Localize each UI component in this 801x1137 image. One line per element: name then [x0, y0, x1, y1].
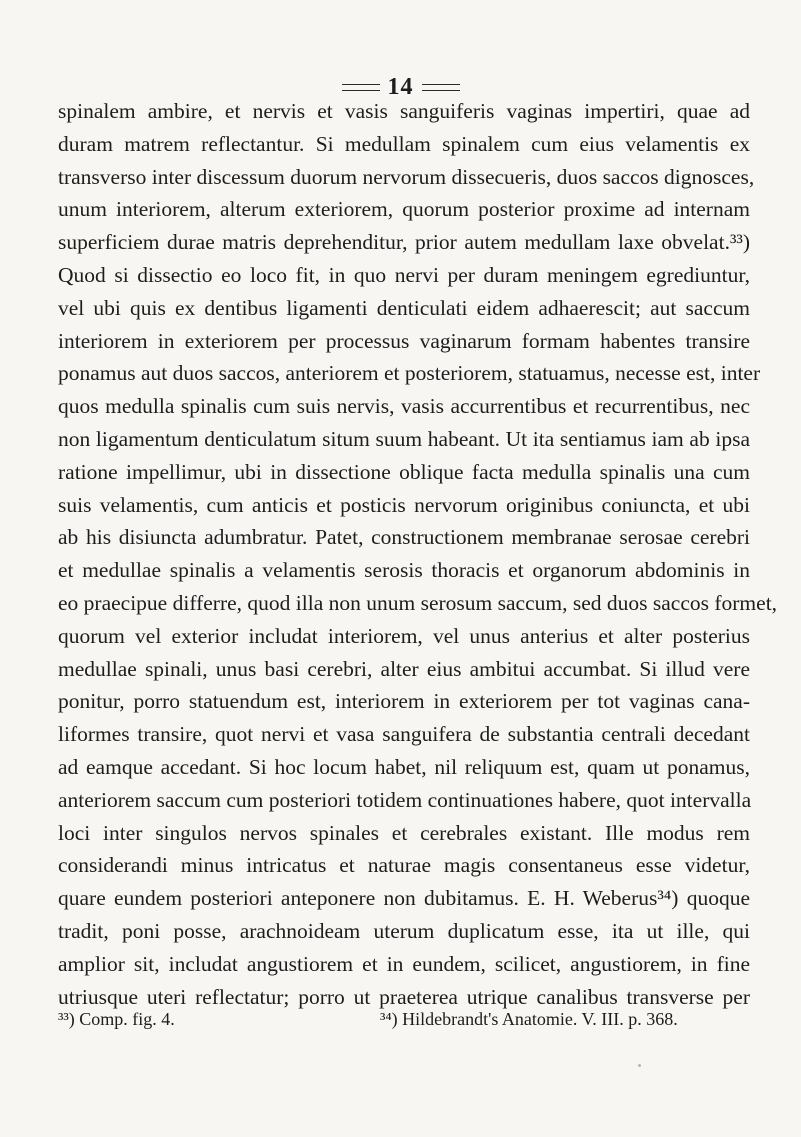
- text-line: liformes transire, quot nervi et vasa sanguifera de substantia centrali decedant: [58, 722, 750, 747]
- text-line: quos medulla spinalis cum suis nervis, vasis accurrentibus et recurrentibus, nec: [58, 394, 750, 419]
- text-line: transverso inter discessum duorum nervorum dissecueris, duos saccos dignosces,: [58, 164, 755, 189]
- text-line: ponamus aut duos saccos, anteriorem et posteriorem, statuamus, necesse est, inter: [58, 361, 761, 386]
- text-line: vel ubi quis ex dentibus ligamenti denticulati eidem adhaerescit; aut saccum: [58, 295, 750, 320]
- text-line: quare eundem posteriori anteponere non dubitamus. E. H. Weberus³⁴) quoque: [58, 886, 750, 911]
- footnote-33: ³³) Comp. fig. 4.: [58, 1009, 175, 1029]
- text-line: considerandi minus intricatus et naturae magis consentaneus esse videtur,: [58, 853, 750, 878]
- text-line: medullae spinali, unus basi cerebri, alter eius ambitui accumbat. Si illud vere: [58, 656, 750, 681]
- text-line: interiorem in exteriorem per processus vaginarum formam habentes transire: [58, 328, 750, 353]
- text-line: suis velamentis, cum anticis et posticis nervorum originibus coniuncta, et ubi: [58, 492, 750, 517]
- text-line: amplior sit, includat angustiorem et in eundem, scilicet, angustiorem, in fine: [58, 951, 750, 976]
- text-line: spinalem ambire, et nervis et vasis sanguiferis vaginas impertiri, quae ad: [58, 99, 750, 123]
- paper-speck: [638, 1064, 641, 1067]
- text-line: ad eamque accedant. Si hoc locum habet, nil reliquum est, quam ut ponamus,: [58, 754, 750, 779]
- header-rule-right: [422, 84, 460, 91]
- text-line: ponitur, porro statuendum est, interiorem in exteriorem per tot vaginas cana-: [58, 689, 750, 714]
- text-line: duram matrem reflectantur. Si medullam spinalem cum eius velamentis ex: [58, 131, 750, 156]
- text-line: utriusque uteri reflectatur; porro ut praeterea utrique canalibus transverse per: [58, 984, 750, 1009]
- header-rule-left: [342, 84, 380, 91]
- text-line: unum interiorem, alterum exteriorem, quorum posterior proxime ad internam: [58, 197, 750, 222]
- text-line: eo praecipue differre, quod illa non unum serosum saccum, sed duos saccos formet,: [58, 590, 778, 615]
- text-line: quorum vel exterior includat interiorem, vel unus anterius et alter posterius: [58, 623, 750, 648]
- text-line: ab his disiuncta adumbratur. Patet, constructionem membranae serosae cerebri: [58, 525, 750, 550]
- footnote-34: ³⁴) Hildebrandt's Anatomie. V. III. p. 368.: [380, 1009, 678, 1029]
- text-line: tradit, poni posse, arachnoideam uterum duplicatum esse, ita ut ille, qui: [58, 918, 750, 943]
- footnotes: [58, 1006, 750, 1032]
- text-line: superficiem durae matris deprehenditur, prior autem medullam laxe obvelat.³³): [58, 230, 750, 255]
- text-line: ratione impellimur, ubi in dissectione oblique facta medulla spinalis una cum: [58, 459, 750, 484]
- text-line: loci inter singulos nervos spinales et cerebrales existant. Ille modus rem: [58, 820, 750, 845]
- page-number: 14: [387, 74, 414, 100]
- text-line: non ligamentum denticulatum situm suum habeant. Ut ita sentiamus iam ab ipsa: [58, 426, 750, 451]
- text-line: anteriorem saccum cum posteriori totidem continuationes habere, quot intervalla: [58, 787, 752, 812]
- text-line: et medullae spinalis a velamentis serosis thoracis et organorum abdominis in: [58, 558, 750, 583]
- text-line: Quod si dissectio eo loco fit, in quo nervi per duram meningem egrediuntur,: [58, 262, 750, 287]
- body-text: [58, 95, 778, 1013]
